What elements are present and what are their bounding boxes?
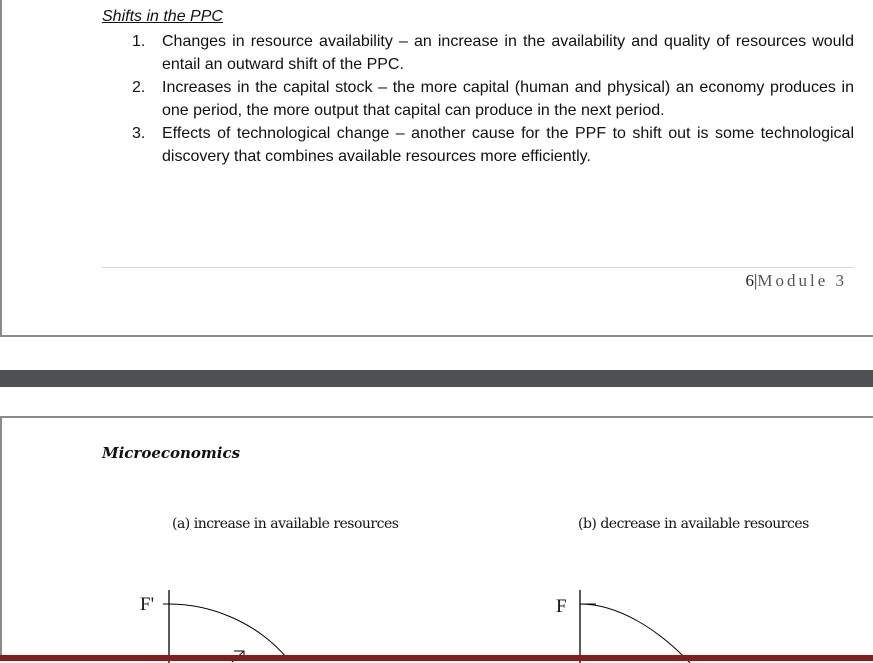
- list-item-number: 1.: [132, 33, 146, 50]
- page-gap: [0, 387, 873, 416]
- section-title: Shifts in the PPC: [102, 8, 223, 25]
- list-item-number: 2.: [132, 79, 146, 96]
- graph-a-title: (a) increase in available resources: [172, 516, 399, 532]
- page-divider: [0, 370, 873, 387]
- page-number: 6: [745, 271, 754, 290]
- list-item-text: Effects of technological change – another cause for the PPF to shift out is some technological discovery that combines available resources more efficiently.: [162, 125, 854, 165]
- page-header: Microeconomics: [102, 444, 241, 462]
- graph-a-ppf-curve: [169, 604, 287, 658]
- list-item-text: Changes in resource availability – an increase in the availability and quality of resources would entail an outward shift of the PPC.: [162, 33, 854, 73]
- ppf-graphs: [2, 418, 873, 663]
- footer-rule: [102, 267, 854, 268]
- document-page-2: [0, 416, 873, 661]
- list-item: [132, 30, 854, 76]
- page-footer: [745, 271, 847, 291]
- page-gap: [0, 337, 873, 370]
- list-item-text: Increases in the capital stock – the more capital (human and physical) an economy produces in one period, the more output that capital can produce in the next period.: [162, 79, 854, 119]
- list-item: [132, 76, 854, 122]
- module-label: Module 3: [757, 271, 847, 290]
- footer-separator: |: [753, 271, 758, 290]
- graph-b-y-label: F: [556, 596, 567, 617]
- graph-a-y-label: F': [140, 594, 154, 615]
- list-item-number: 3.: [132, 125, 146, 142]
- list-item: [132, 122, 854, 168]
- graph-b-title: (b) decrease in available resources: [578, 516, 809, 532]
- shift-causes-list: [132, 30, 854, 168]
- window-bottom-bar: [0, 655, 873, 661]
